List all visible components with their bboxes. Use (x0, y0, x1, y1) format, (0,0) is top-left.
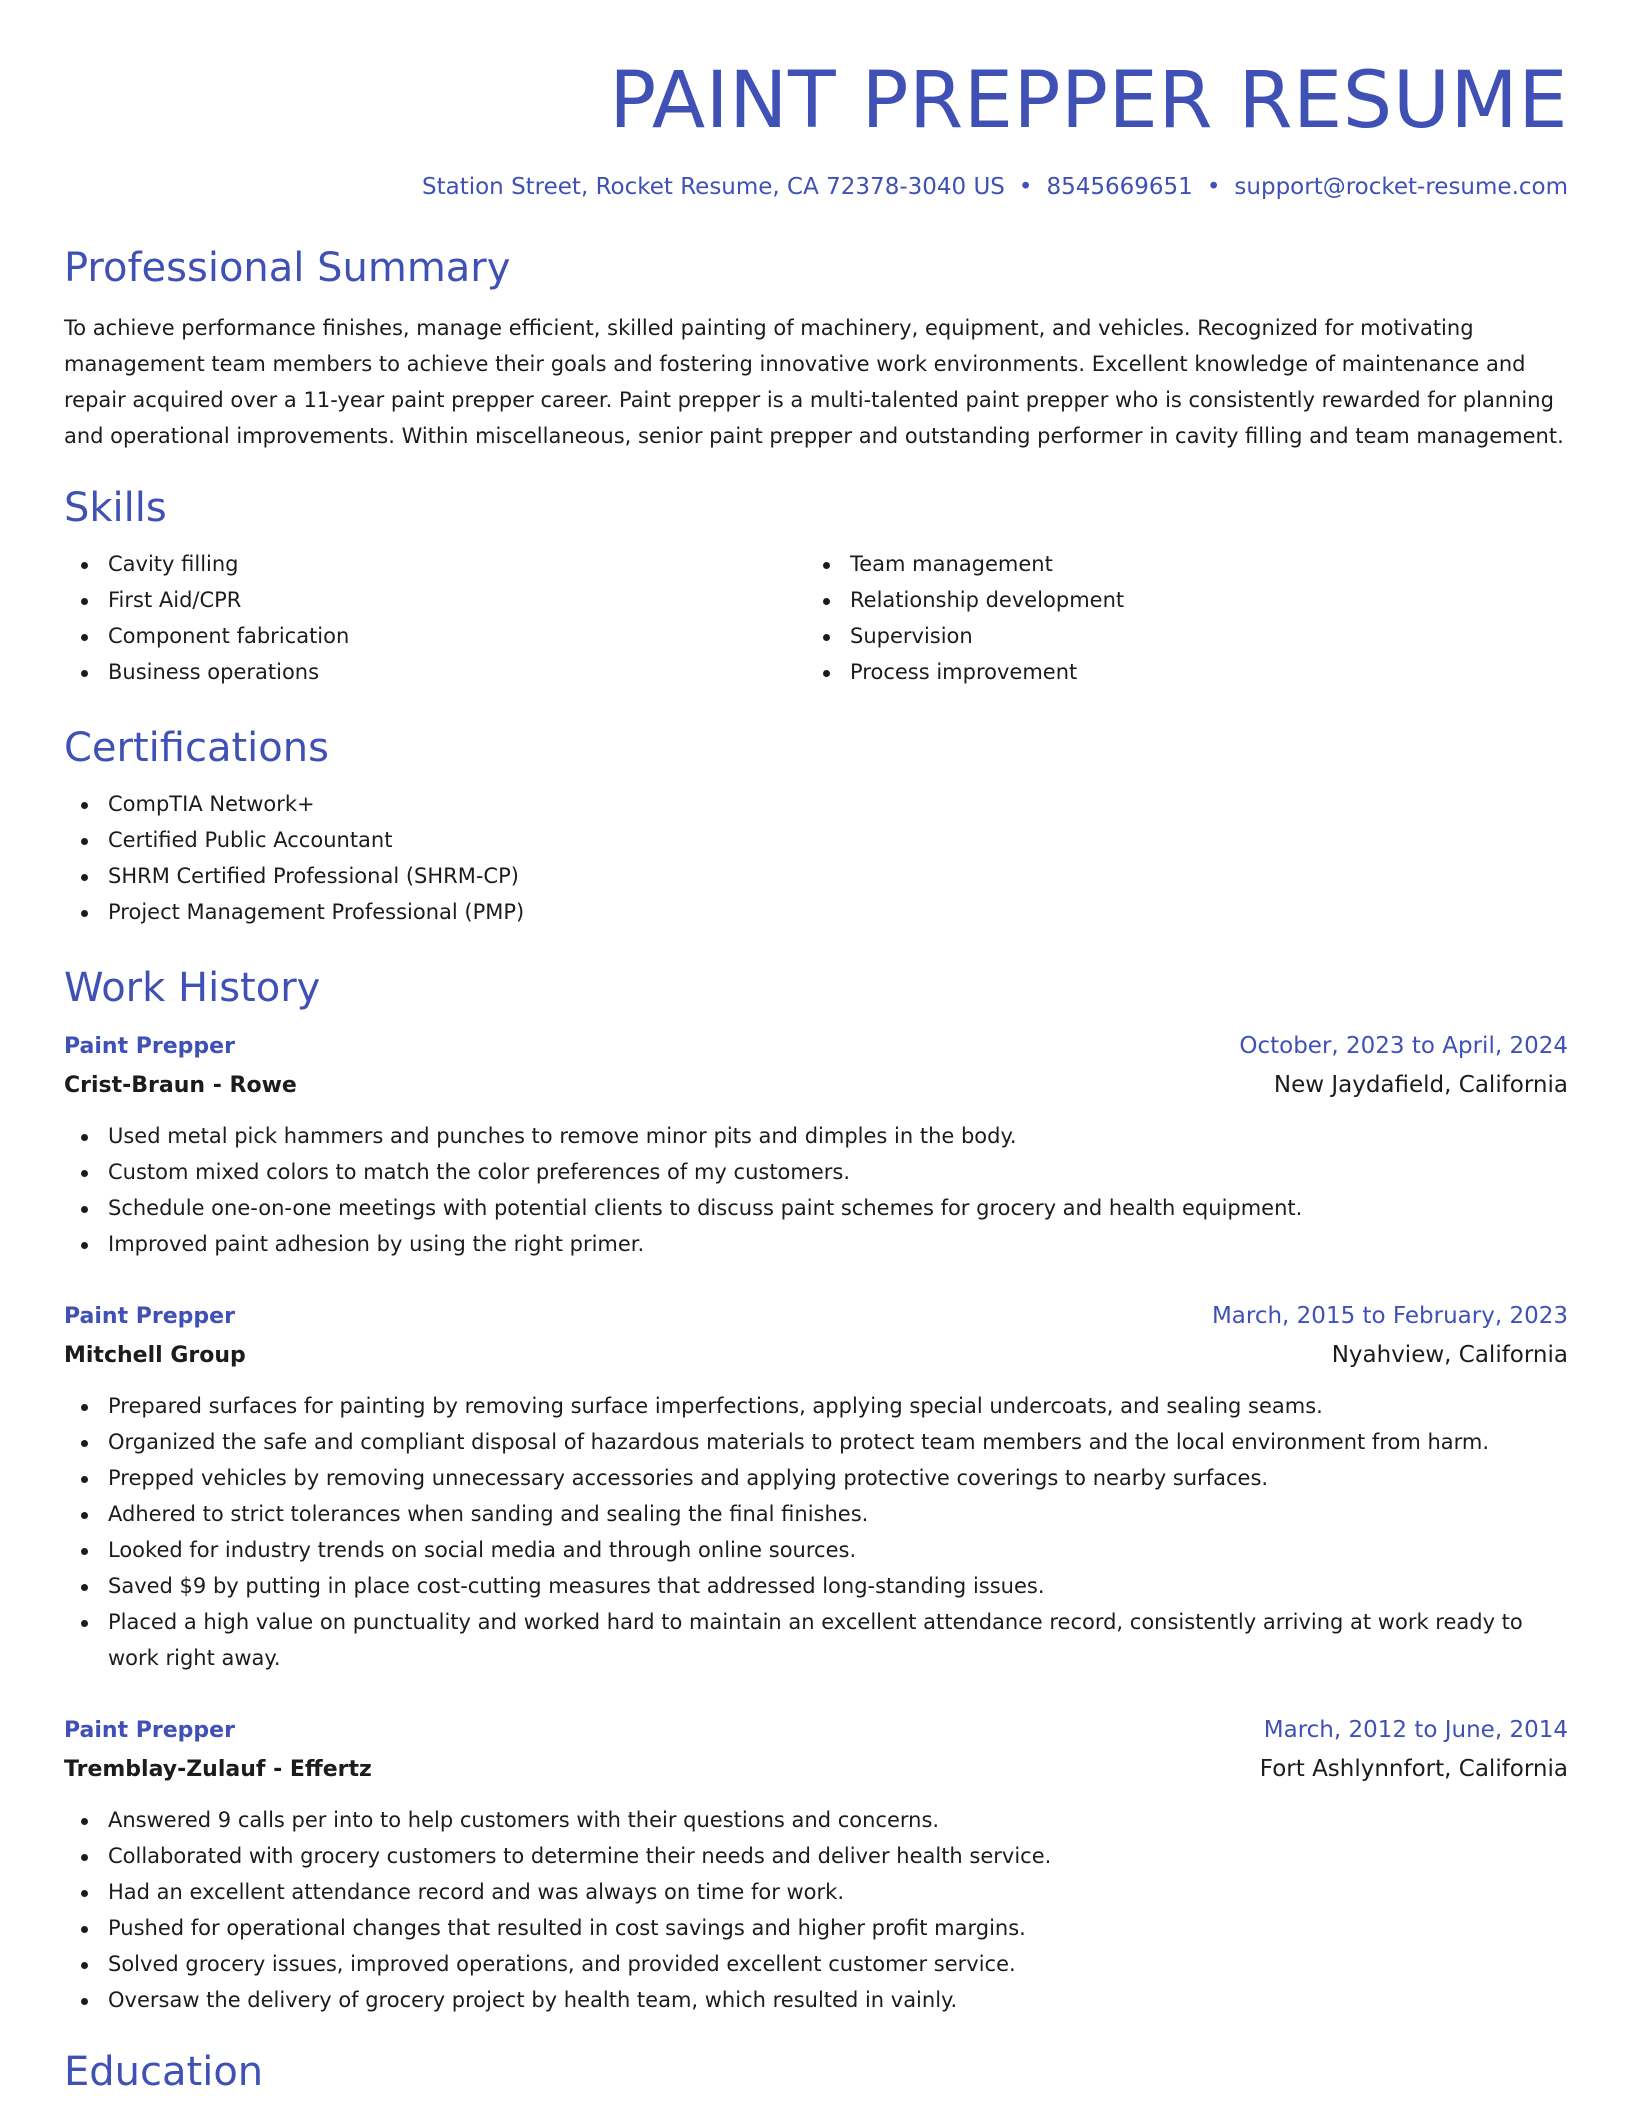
skills-grid (64, 546, 1568, 690)
education-heading: Education (64, 2048, 264, 2095)
skill-item: Component fabrication (64, 618, 806, 654)
job-dates: March, 2015 to February, 2023 (1211, 1302, 1568, 1329)
work-history-heading: Work History (64, 964, 321, 1011)
skills-column-right (806, 546, 1548, 690)
skill-item: Team management (806, 546, 1548, 582)
job-bullet: Schedule one-on-one meetings with potential clients to discuss paint schemes for grocery and health equipment. (64, 1190, 1568, 1226)
job-bullet: Adhered to strict tolerances when sanding and sealing the final finishes. (64, 1496, 1568, 1532)
job-company-row (64, 1749, 1568, 1790)
skills-column-left (64, 546, 806, 690)
job-header-row (64, 1712, 1568, 1749)
contact-separator: • (1206, 174, 1221, 200)
skills-list-left (64, 546, 806, 690)
summary-heading: Professional Summary (64, 244, 511, 291)
job-bullet: Looked for industry trends on social media and through online sources. (64, 1532, 1568, 1568)
job-bullet: Custom mixed colors to match the color preferences of my customers. (64, 1154, 1568, 1190)
job-bullets (64, 1802, 1568, 2018)
job-entry (64, 1298, 1568, 1676)
certification-item: Certified Public Accountant (64, 822, 1568, 858)
job-dates: October, 2023 to April, 2024 (1239, 1032, 1568, 1059)
skill-item: Relationship development (806, 582, 1548, 618)
job-bullet: Prepped vehicles by removing unnecessary accessories and applying protective coverings to nearby surfaces. (64, 1460, 1568, 1496)
job-bullet: Prepared surfaces for painting by removing surface imperfections, applying special undercoats, and sealing seams. (64, 1388, 1568, 1424)
job-bullet: Oversaw the delivery of grocery project by health team, which resulted in vainly. (64, 1982, 1568, 2018)
job-location: Fort Ashlynnfort, California (1259, 1755, 1568, 1782)
skill-item: Business operations (64, 654, 806, 690)
skill-item: Cavity filling (64, 546, 806, 582)
resume-page (64, 0, 1568, 2096)
certification-item: Project Management Professional (PMP) (64, 894, 1568, 930)
contact-email: support@rocket-resume.com (1234, 174, 1568, 200)
job-bullet: Saved $9 by putting in place cost-cutting measures that addressed long-standing issues. (64, 1568, 1568, 1604)
certification-item: CompTIA Network+ (64, 786, 1568, 822)
certifications-list (64, 786, 1568, 930)
job-header-row (64, 1028, 1568, 1065)
job-company-row (64, 1335, 1568, 1376)
job-bullet: Had an excellent attendance record and was always on time for work. (64, 1874, 1568, 1910)
job-bullets (64, 1118, 1568, 1262)
job-title: Paint Prepper (64, 1717, 235, 1743)
job-bullet: Organized the safe and compliant disposal of hazardous materials to protect team members and the local environment from harm. (64, 1424, 1568, 1460)
job-company: Mitchell Group (64, 1342, 246, 1368)
job-bullet: Used metal pick hammers and punches to remove minor pits and dimples in the body. (64, 1118, 1568, 1154)
contact-phone: 8545669651 (1046, 174, 1193, 200)
job-title: Paint Prepper (64, 1303, 235, 1329)
job-company-row (64, 1065, 1568, 1106)
job-dates: March, 2012 to June, 2014 (1263, 1716, 1568, 1743)
certifications-heading: Certifications (64, 724, 329, 771)
job-header-row (64, 1298, 1568, 1335)
job-company: Tremblay-Zulauf - Effertz (64, 1756, 372, 1782)
summary-text: To achieve performance finishes, manage efficient, skilled painting of machinery, equipment, and vehicles. Recognized for motivating management team members to achieve their goals and fostering innovative work environments. Excellent knowledge of maintenance and repair acquired over a 11-year paint prepper career. Paint prepper is a multi-talented paint prepper who is consistently rewarded for planning and operational improvements. Within miscellaneous, senior paint prepper and outstanding performer in cavity filling and team management. (64, 315, 1564, 448)
job-entry (64, 1712, 1568, 2018)
skill-item: First Aid/CPR (64, 582, 806, 618)
contact-address: Station Street, Rocket Resume, CA 72378-3040 US (421, 174, 1005, 200)
skills-list-right (806, 546, 1548, 690)
job-bullet: Solved grocery issues, improved operations, and provided excellent customer service. (64, 1946, 1568, 1982)
skill-item: Supervision (806, 618, 1548, 654)
job-location: New Jaydafield, California (1273, 1071, 1568, 1098)
resume-title: PAINT PREPPER RESUME (609, 56, 1568, 146)
contact-separator: • (1018, 174, 1033, 200)
job-bullet: Pushed for operational changes that resulted in cost savings and higher profit margins. (64, 1910, 1568, 1946)
job-company: Crist-Braun - Rowe (64, 1072, 297, 1098)
job-entry (64, 1028, 1568, 1262)
contact-line (64, 174, 1568, 202)
skills-heading: Skills (64, 484, 167, 531)
certification-item: SHRM Certified Professional (SHRM-CP) (64, 858, 1568, 894)
job-title: Paint Prepper (64, 1033, 235, 1059)
job-bullets (64, 1388, 1568, 1676)
job-bullet: Collaborated with grocery customers to determine their needs and deliver health service. (64, 1838, 1568, 1874)
job-bullet: Placed a high value on punctuality and worked hard to maintain an excellent attendance record, consistently arriving at work ready to work right away. (64, 1604, 1568, 1676)
skill-item: Process improvement (806, 654, 1548, 690)
job-bullet: Improved paint adhesion by using the right primer. (64, 1226, 1568, 1262)
job-location: Nyahview, California (1331, 1341, 1568, 1368)
job-bullet: Answered 9 calls per into to help customers with their questions and concerns. (64, 1802, 1568, 1838)
